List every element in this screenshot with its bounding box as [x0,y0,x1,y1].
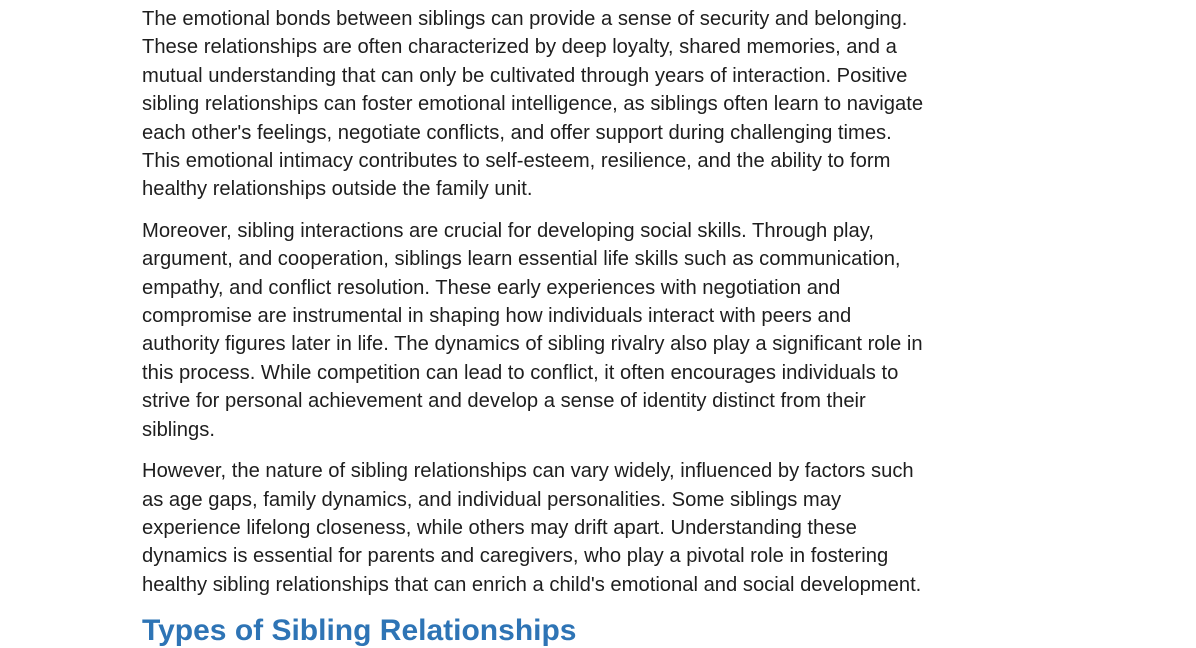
paragraph-line: this process. While competition can lead to conflict, it often encourages individuals to [142,361,899,384]
paragraph-line: experience lifelong closeness, while others may drift apart. Understanding these [142,516,857,539]
paragraph-line: authority figures later in life. The dynamics of sibling rivalry also play a significant role in [142,333,923,356]
paragraph-line: healthy relationships outside the family unit. [142,178,533,201]
paragraph-line: These relationships are often characterized by deep loyalty, shared memories, and a [142,36,897,59]
document-body [142,5,1054,612]
paragraph-line: However, the nature of sibling relationships can vary widely, influenced by factors such [142,460,914,483]
paragraph-line: sibling relationships can foster emotional intelligence, as siblings often learn to navigate [142,93,924,116]
section-heading: Types of Sibling Relationships [142,614,577,647]
paragraph-line: empathy, and conflict resolution. These early experiences with negotiation and [142,276,841,299]
paragraph-line: compromise are instrumental in shaping how individuals interact with peers and [142,305,852,328]
paragraph-3 [142,457,1054,599]
paragraph-line: each other's feelings, negotiate conflicts, and offer support during challenging times. [142,121,892,144]
paragraph-2 [142,217,1054,444]
paragraph-line: siblings. [142,418,215,441]
paragraph-line: healthy sibling relationships that can enrich a child's emotional and social development. [142,573,922,596]
paragraph-line: This emotional intimacy contributes to self-esteem, resilience, and the ability to form [142,150,891,173]
paragraph-line: as age gaps, family dynamics, and individual personalities. Some siblings may [142,488,842,511]
paragraph-line: Moreover, sibling interactions are crucial for developing social skills. Through play, [142,219,874,242]
paragraph-line: mutual understanding that can only be cultivated through years of interaction. Positive [142,64,908,87]
paragraph-1 [142,5,1054,204]
paragraph-line: The emotional bonds between siblings can provide a sense of security and belonging. [142,8,908,30]
paragraph-line: argument, and cooperation, siblings learn essential life skills such as communication, [142,248,901,271]
paragraph-line: dynamics is essential for parents and caregivers, who play a pivotal role in fostering [142,545,889,568]
paragraph-line: strive for personal achievement and develop a sense of identity distinct from their [142,390,866,413]
